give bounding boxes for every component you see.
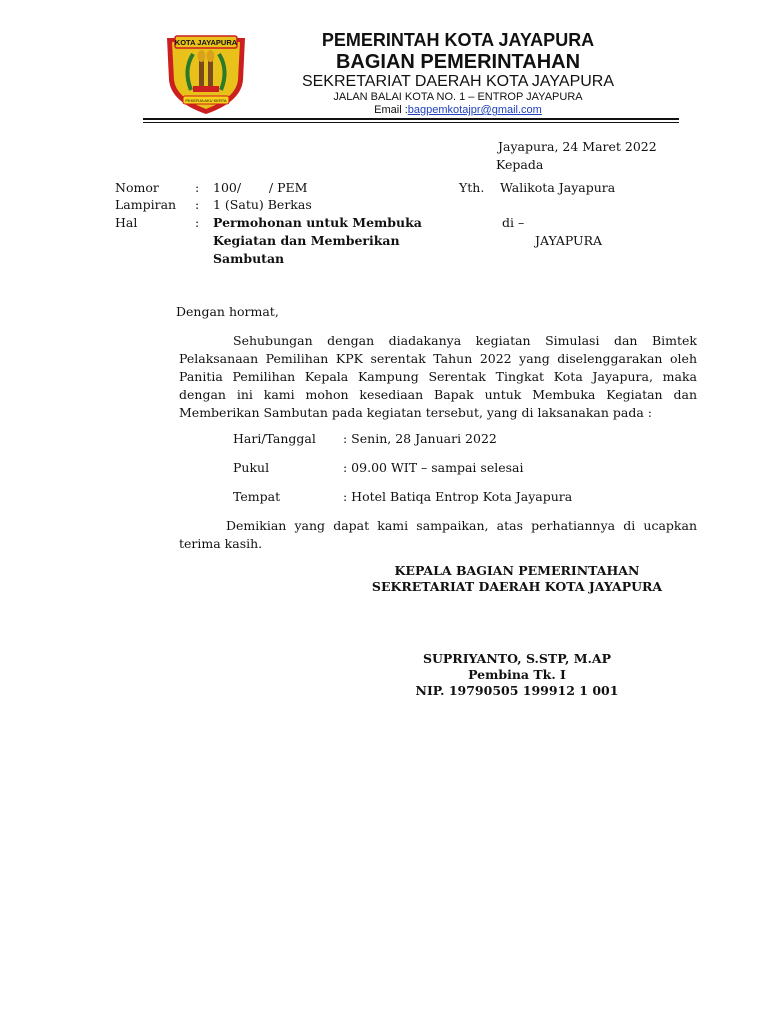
detail-value-date: : Senin, 28 Januari 2022	[343, 431, 497, 446]
salutation: Dengan hormat,	[176, 304, 279, 319]
letter-date: Jayapura, 24 Maret 2022	[498, 139, 657, 154]
email-link[interactable]: bagpemkotajpr@gmail.com	[407, 104, 542, 116]
detail-value-place: : Hotel Batiqa Entrop Kota Jayapura	[343, 489, 573, 504]
kepada-label: Kepada	[496, 157, 544, 172]
signature-title-2: SEKRETARIAT DAERAH KOTA JAYAPURA	[371, 579, 663, 594]
recipient-di: di –	[502, 215, 525, 230]
recipient-name: Walikota Jayapura	[500, 180, 616, 195]
detail-label-place: Tempat	[233, 489, 281, 504]
body-line: Panitia Pemilihan Kepala Kampung Serentak Tingkat Kota Jayapura, maka	[179, 369, 697, 384]
hal-label: Hal	[115, 215, 138, 230]
kota-jayapura-logo	[163, 30, 249, 116]
hal-line-1: Permohonan untuk Membuka	[213, 215, 422, 230]
body-paragraph	[179, 332, 697, 422]
detail-value-time: : 09.00 WIT – sampai selesai	[343, 460, 524, 475]
nomor-label: Nomor	[115, 180, 159, 195]
hal-colon: :	[195, 215, 200, 230]
lampiran-colon: :	[195, 197, 200, 212]
letterhead-email-line	[258, 104, 658, 116]
body-line: Sehubungan dengan diadakanya kegiatan Simulasi dan Bimtek	[233, 333, 697, 348]
body-line: Pelaksanaan Pemilihan KPK serentak Tahun 2022 yang diselenggarakan oleh	[179, 351, 697, 366]
detail-label-date: Hari/Tanggal	[233, 431, 316, 446]
email-label: Email :	[374, 104, 408, 116]
nomor-value: 100/ / PEM	[213, 180, 308, 195]
closing-line: Demikian yang dapat kami sampaikan, atas perhatiannya di ucapkan	[226, 518, 697, 533]
nomor-colon: :	[195, 180, 200, 195]
logo-text: KOTA JAYAPURA	[174, 38, 238, 47]
hal-line-2: Kegiatan dan Memberikan	[213, 233, 400, 248]
signatory-name: SUPRIYANTO, S.STP, M.AP	[422, 651, 611, 666]
signature-title-1: KEPALA BAGIAN PEMERINTAHAN	[394, 563, 640, 578]
yth-label: Yth.	[459, 180, 485, 195]
lampiran-label: Lampiran	[115, 197, 177, 212]
letterhead-secretariat: SEKRETARIAT DAERAH KOTA JAYAPURA	[301, 73, 615, 90]
body-line: dengan ini kami mohon kesediaan Bapak untuk Membuka Kegiatan dan	[179, 387, 697, 402]
letterhead-divider-thin	[143, 122, 679, 123]
body-line: Memberikan Sambutan pada kegiatan tersebut, yang di laksanakan pada :	[179, 405, 652, 420]
closing-line: terima kasih.	[179, 536, 263, 551]
signatory-nip: NIP. 19790505 199912 1 001	[415, 683, 619, 698]
letterhead-government: PEMERINTAH KOTA JAYAPURA	[321, 30, 595, 50]
letterhead-divider-thick	[143, 118, 679, 120]
logo-motto: PEKERJA AKU KERTA	[185, 98, 227, 103]
detail-label-time: Pukul	[233, 460, 270, 475]
signatory-rank: Pembina Tk. I	[468, 667, 566, 682]
closing-paragraph	[179, 517, 697, 553]
letterhead-department: BAGIAN PEMERINTAHAN	[335, 51, 581, 73]
hal-line-3: Sambutan	[213, 251, 285, 266]
letterhead-address: JALAN BALAI KOTA NO. 1 – ENTROP JAYAPURA	[333, 91, 583, 103]
recipient-city: JAYAPURA	[535, 233, 603, 248]
lampiran-value: 1 (Satu) Berkas	[213, 197, 312, 212]
